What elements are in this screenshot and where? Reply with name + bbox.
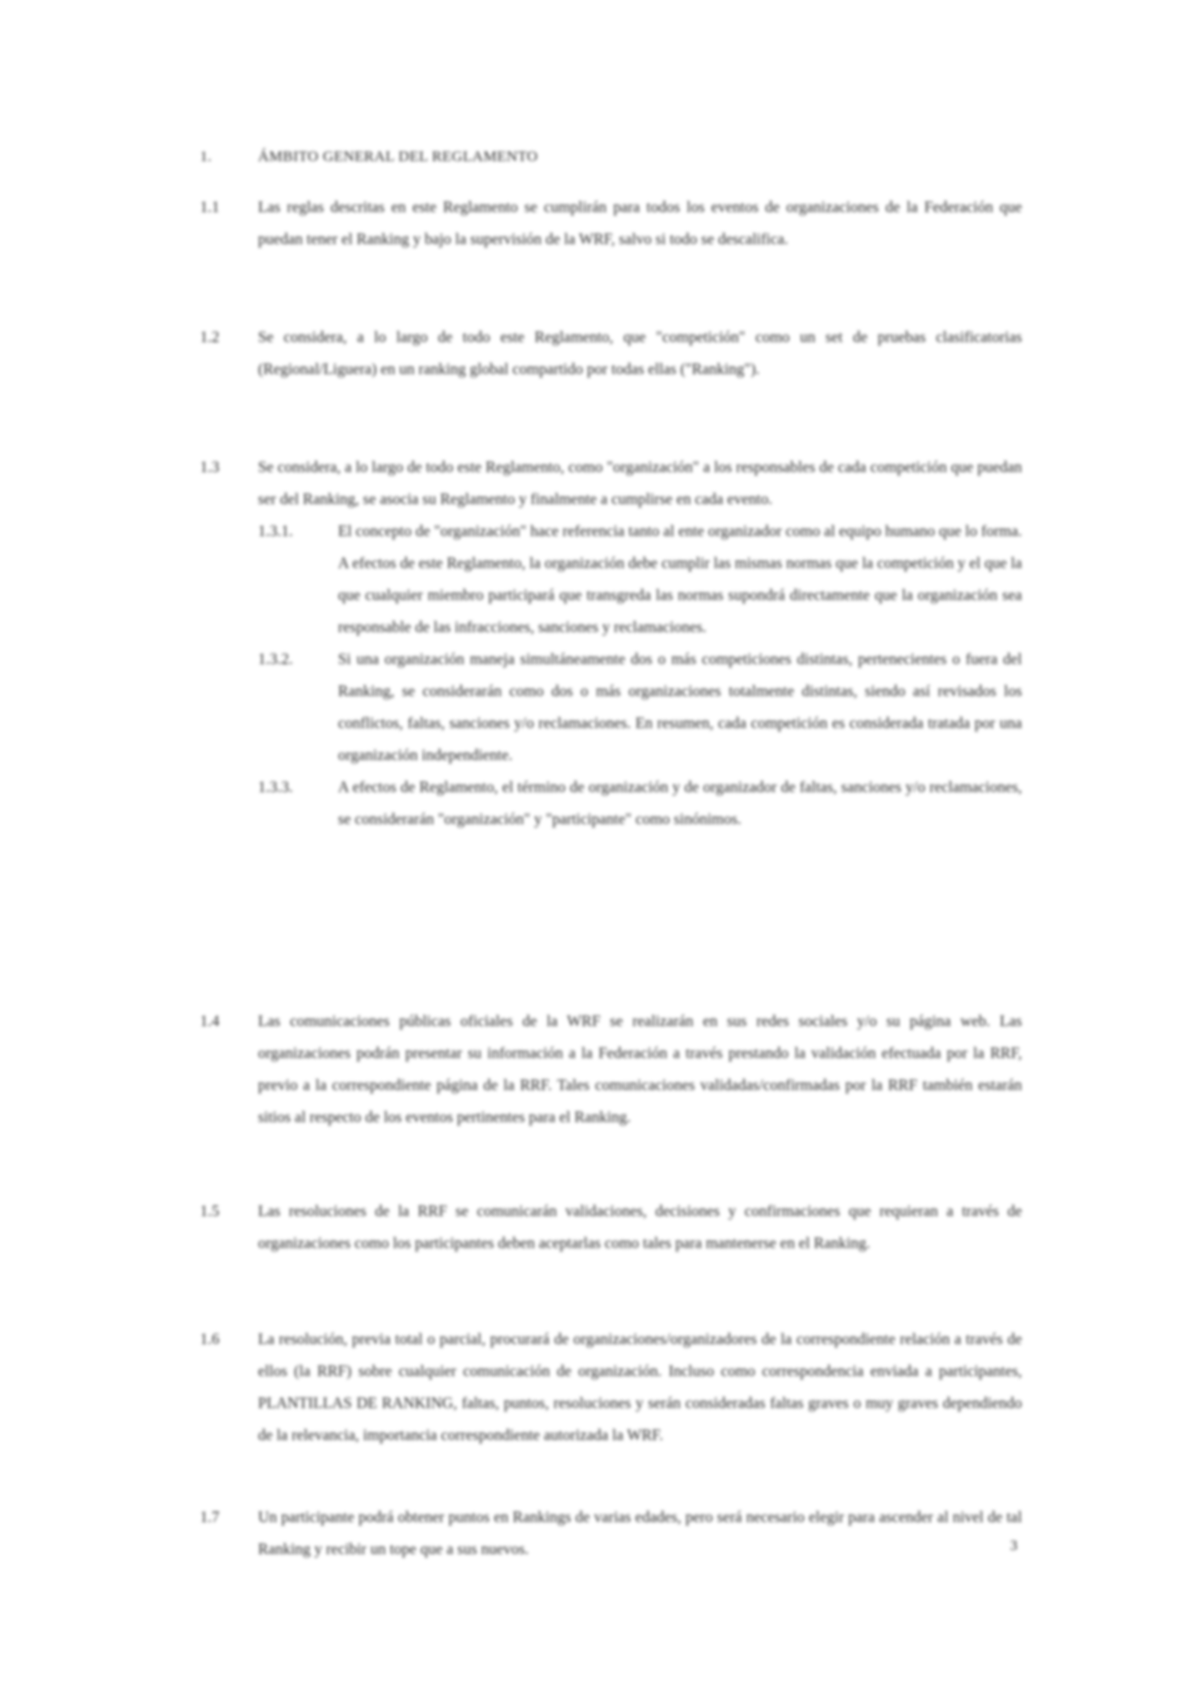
paragraph-text: La resolución, previa total o parcial, procurará de organizaciones/organizadores de la correspondiente relación a través de ellos (la RRF) sobre cualquier comunicación de organización. Incluso como correspondencia enviada a participantes, PLANTILLAS DE RANKING, faltas, puntos, resoluciones y serán consideradas faltas graves o muy graves dependiendo de la relevancia, importancia correspondiente autorizada la WRF. [258, 1331, 1022, 1444]
paragraph-number: 1.4 [200, 1013, 220, 1030]
subitem-number: 1.3.3. [258, 779, 293, 796]
subitem-1-3-2 [258, 644, 1022, 772]
paragraph-number: 1.2 [200, 329, 220, 346]
subitem-number: 1.3.1. [258, 523, 293, 540]
paragraph-text: Las reglas descritas en este Reglamento se cumplirán para todos los eventos de organizaciones de la Federación que puedan tener el Ranking y bajo la supervisión de la WRF, salvo si todo se descalifica. [258, 199, 1022, 248]
paragraph-1-4 [200, 1006, 1022, 1134]
paragraph-number: 1.1 [200, 199, 220, 216]
paragraph-1-1 [200, 192, 1022, 256]
paragraph-1-3 [200, 452, 1022, 836]
paragraph-text: Las comunicaciones públicas oficiales de la WRF se realizarán en sus redes sociales y/o su página web. Las organizaciones podrán presentar su información a la Federación a través prestando la validación efectuada por la RRF, previo a la correspondiente página de la RRF. Tales comunicaciones validadas/confirmadas por la RRF también estarán sitios al respecto de los eventos pertinentes para el Ranking. [258, 1013, 1022, 1126]
subitem-text: Si una organización maneja simultáneamente dos o más competiciones distintas, pertenecientes o fuera del Ranking, se considerarán como dos o más organizaciones totalmente distintas, siendo así revisados los conflictos, faltas, sanciones y/o reclamaciones. En resumen, cada competición es considerada tratada por una organización independiente. [338, 651, 1022, 764]
paragraph-1-2 [200, 322, 1022, 386]
paragraph-number: 1.6 [200, 1331, 220, 1348]
subitem-text: A efectos de Reglamento, el término de organización y de organizador de faltas, sanciones y/o reclamaciones, se considerarán "organización" y "participante" como sinónimos. [338, 779, 1022, 828]
subitem-number: 1.3.2. [258, 651, 293, 668]
section-number: 1. [200, 149, 212, 165]
paragraph-1-7 [200, 1502, 1022, 1566]
paragraph-text: Un participante podrá obtener puntos en Rankings de varias edades, pero será necesario elegir para ascender al nivel de tal Ranking y recibir un tope que a sus nuevos. [258, 1509, 1022, 1558]
paragraph-1-5 [200, 1196, 1022, 1260]
paragraph-number: 1.5 [200, 1203, 220, 1220]
section-title: ÁMBITO GENERAL DEL REGLAMENTO [258, 149, 538, 165]
subitem-1-3-1 [258, 516, 1022, 644]
page-number: 3 [1010, 1538, 1018, 1554]
paragraph-number: 1.7 [200, 1509, 220, 1526]
subitem-1-3-3 [258, 772, 1022, 836]
paragraph-text: Las resoluciones de la RRF se comunicarán validaciones, decisiones y confirmaciones que requieran a través de organizaciones como los participantes deben aceptarlas como tales para mantenerse en el Ranking. [258, 1203, 1022, 1252]
subitem-text: El concepto de "organización" hace referencia tanto al ente organizador como al equipo humano que lo forma. A efectos de este Reglamento, la organización debe cumplir las mismas normas que la competición y el que la que cualquier miembro participará que transgreda las normas supondrá directamente que la organización sea responsable de las infracciones, sanciones y reclamaciones. [338, 523, 1022, 636]
paragraph-text: Se considera, a lo largo de todo este Reglamento, como "organización" a los responsables de cada competición que puedan ser del Ranking, se asocia su Reglamento y finalmente a cumplirse en cada evento. [258, 459, 1022, 508]
paragraph-number: 1.3 [200, 459, 220, 476]
paragraph-1-6 [200, 1324, 1022, 1452]
paragraph-text: Se considera, a lo largo de todo este Reglamento, que "competición" como un set de pruebas clasificatorias (Regional/Liguera) en un ranking global compartido por todas ellas ("Ranking"). [258, 329, 1022, 378]
